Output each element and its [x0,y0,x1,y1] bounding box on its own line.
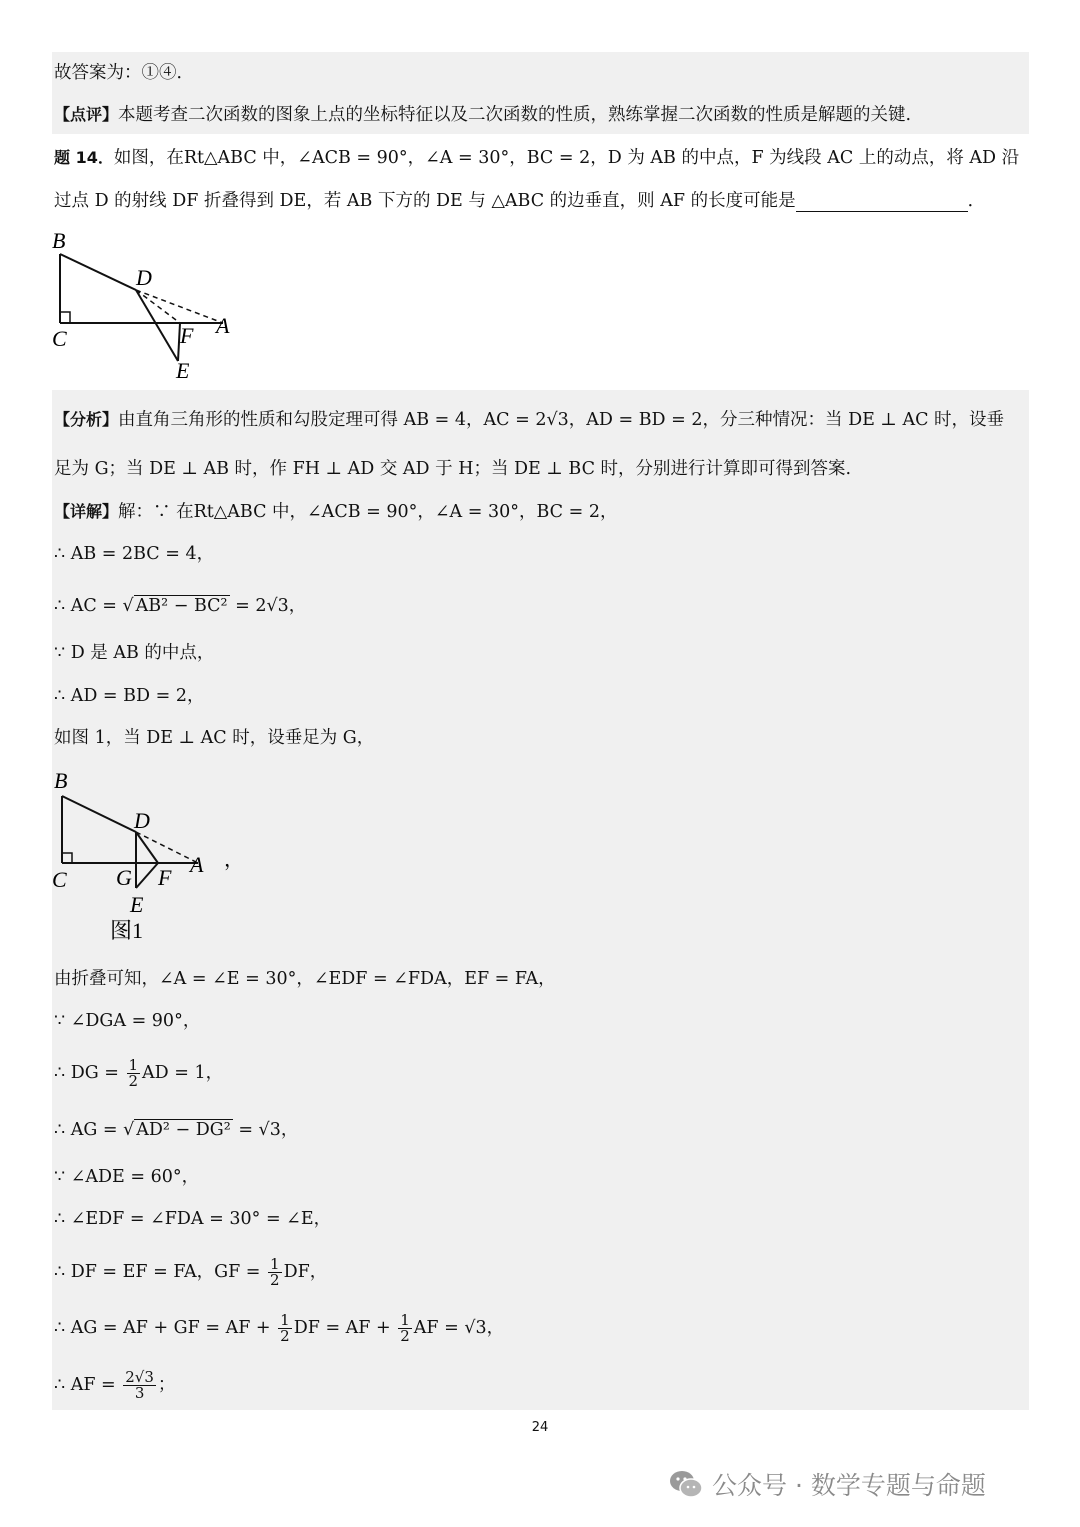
s3-radicand: AB² − BC² [135,596,228,616]
figure-1 [48,766,248,946]
fraction-half: $\frac{1}{2}$ [400,1311,410,1345]
page-number: 24 [531,1420,549,1435]
fig1-label-G: G [116,865,132,890]
solution-line-7: 由折叠可知，∠A = ∠E = 30°，∠EDF = ∠FDA，EF = FA， [54,969,556,989]
s10-c: = √3， [232,1120,299,1140]
fig1-caption: 图1 [110,918,144,943]
s10-radicand: AD² − DG² [136,1120,231,1140]
problem-text-1: 如图，在Rt△ABC 中，∠ACB = 90°，∠A = 30°，BC = 2，D 为 AB 的中点，F 为线段 AC 上的动点，将 AD 沿 [113,148,1020,168]
label-E: E [176,358,190,383]
solution-line-8: ∵ ∠DGA = 90°， [54,1011,201,1031]
label-B: B [52,228,66,253]
label-A: A [216,313,230,338]
solution-line-2: ∴ AB = 2BC = 4， [54,544,215,564]
s13-b: DF， [283,1262,328,1282]
fig1-label-E: E [130,892,144,917]
label-F: F [180,323,194,348]
problem-number: 题 14． [54,148,114,167]
comment-text: 本题考查二次函数的图象上点的坐标特征以及二次函数的性质，熟练掌握二次函数的性质是解题的关键. [118,105,912,125]
answer-blank [796,195,968,212]
fig1-segment-DF [136,832,158,863]
solution-line-11: ∵ ∠ADE = 60°， [54,1167,200,1187]
solution-line-14 [54,1313,504,1344]
solution-line-9 [54,1058,223,1089]
prev-answer: 故答案为：①④． [54,63,194,83]
label-C: C [52,326,67,351]
s14-c: AF = √3， [413,1318,505,1338]
fraction-half: $\frac{1}{2}$ [280,1311,290,1345]
solution-line-12: ∴ ∠EDF = ∠FDA = 30° = ∠E， [54,1209,332,1229]
analysis-text-1: 由直角三角形的性质和勾股定理可得 AB = 4，AC = 2√3，AD = BD = 2，分三种情况：当 DE ⊥ AC 时，设垂 [118,410,1005,430]
fig1-label-B: B [54,768,68,793]
problem-line-2 [54,190,985,212]
s10-a: ∴ AG = [54,1120,124,1140]
fig1-label-A: A [190,852,204,877]
s3-a: ∴ AC = [54,596,123,616]
fig1-right-angle-mark [62,853,72,863]
fraction-result: $\frac{2√3}{3}$ [125,1368,154,1402]
fig1-segment-BD [62,796,136,832]
fraction-half: $\frac{1}{2}$ [128,1056,139,1090]
segment-DF-dashed [136,290,180,323]
fraction-half: $\frac{1}{2}$ [270,1255,280,1289]
problem-line-1 [54,147,1019,169]
solution-line-6: 如图 1，当 DE ⊥ AC 时，设垂足为 G， [54,728,375,748]
solution-tag: 【详解】 [54,502,119,521]
comment-tag: 【点评】 [54,105,119,124]
label-D: D [136,265,152,290]
segment-DE [136,290,178,361]
analysis-line-1 [54,409,1004,431]
fig1-label-C: C [52,867,67,892]
s15-c: ； [157,1375,176,1395]
wechat-icon [668,1469,704,1499]
fig1-segment-DA-dashed [136,832,198,863]
solution-line-3: ∴ AC = √ AB² − BC² = 2√3， [54,596,307,616]
fig1-segment-FE [136,863,158,888]
problem-text-2: 过点 D 的射线 DF 折叠得到 DE，若 AB 下方的 DE 与 △ABC 的边垂直，则 AF 的长度可能是 [54,191,796,211]
figure-main [48,226,248,386]
s14-a: ∴ AG = AF + GF = AF + [54,1318,277,1338]
footer-text: 公众号 · 数学专题与命题 [712,1471,986,1500]
fig1-label-D: D [134,808,150,833]
solution-text-1: 解：∵ 在Rt△ABC 中，∠ACB = 90°，∠A = 30°，BC = 2， [118,502,618,522]
s15-a: ∴ AF = [54,1375,122,1395]
solution-line-5: ∴ AD = BD = 2， [54,686,205,706]
solution-line-13 [54,1257,327,1288]
s14-b: DF = AF + [293,1318,397,1338]
right-angle-mark [60,312,70,323]
solution-line-15 [54,1370,175,1401]
prev-comment [54,104,911,126]
fig1-trailing-comma: ， [224,849,244,871]
solution-line-1 [54,501,617,523]
solution-line-4: ∵ D 是 AB 的中点， [54,643,215,663]
s9-b: AD = 1， [142,1063,224,1083]
segment-BD [60,254,136,290]
s3-c: = 2√3， [229,596,307,616]
problem-text-2-end: ． [967,191,986,211]
fig1-label-F: F [158,865,172,890]
segment-DA-dashed [136,290,223,323]
analysis-tag: 【分析】 [54,410,119,429]
analysis-line-2: 足为 G；当 DE ⊥ AB 时，作 FH ⊥ AD 交 AD 于 H；当 DE ⊥ BC 时，分别进行计算即可得到答案. [54,459,852,479]
s9-a: ∴ DG = [54,1063,125,1083]
s13-a: ∴ DF = EF = FA，GF = [54,1262,267,1282]
solution-line-10: ∴ AG = √ AD² − DG² = √3， [54,1120,299,1140]
footer-watermark [668,1466,986,1502]
